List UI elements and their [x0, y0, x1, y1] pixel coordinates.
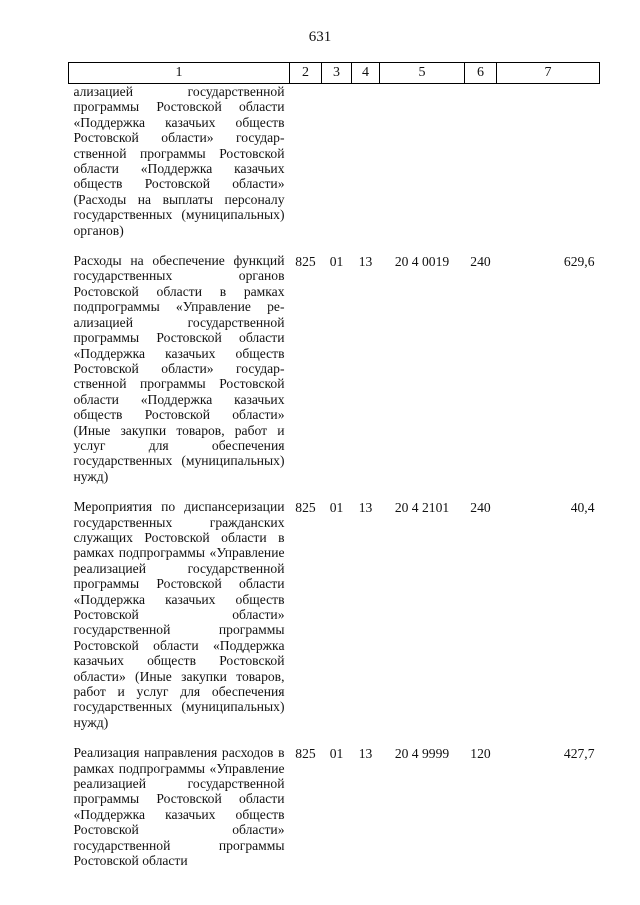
- row-description: Мероприятия по диспансеризации государственных гражданских служащих Ростовской области в рамках подпрограммы «Управление реализацией государственной программы Ростовской области «Поддержка казачьих обществ Ростовской области» государственной программы Ростовской области «Поддержка казачьих обществ Ростовской области» (Иные закупки товаров, работ и услуг для обеспечения государственных (муниципальных) нужд): [73, 499, 285, 730]
- row-section: 01: [329, 254, 344, 270]
- row-expense-type: [465, 84, 497, 239]
- row-subsection: 13: [358, 500, 373, 516]
- row-amount: [497, 84, 600, 239]
- row-grbs: 825: [295, 500, 316, 516]
- table-row: [69, 484, 600, 730]
- row-amount: 427,7: [563, 746, 595, 762]
- header-col-1: 1: [69, 63, 290, 84]
- row-grbs: [290, 84, 322, 239]
- table-row: [69, 238, 600, 484]
- table-row: [69, 730, 600, 868]
- row-section: [322, 84, 352, 239]
- row-amount: 629,6: [563, 254, 595, 270]
- row-amount: 40,4: [570, 500, 595, 516]
- row-target-article: 20 4 2101: [394, 500, 450, 516]
- row-section: 01: [329, 500, 344, 516]
- row-description: ализацией государственной программы Ростовской области «Поддержка казачьих обществ Ростовской области» государственной программы Ростовской области «Поддержка казачьих обществ Ростовской области» (Расходы на выплаты персоналу государственных (муниципальных) органов): [73, 84, 285, 238]
- table-header: [69, 63, 600, 84]
- header-col-3: 3: [322, 63, 352, 84]
- row-subsection: 13: [358, 254, 373, 270]
- row-target-article: 20 4 9999: [394, 746, 450, 762]
- table-body: [69, 84, 600, 869]
- header-col-7: 7: [497, 63, 600, 84]
- header-row: [69, 63, 600, 84]
- row-description: Расходы на обеспечение функций государственных органов Ростовской области в рамках подпрограммы «Управление реализацией государственной программы Ростовской области «Поддержка казачьих обществ Ростовской области» государственной программы Ростовской области «Поддержка казачьих обществ Ростовской области» (Иные закупки товаров, работ и услуг для обеспечения государственных (муниципальных) нужд): [73, 253, 285, 484]
- header-col-2: 2: [290, 63, 322, 84]
- row-target-article: [380, 84, 465, 239]
- row-description: Реализация направления расходов в рамках подпрограммы «Управление реализацией государственной программы Ростовской области «Поддержка казачьих обществ Ростовской области» государственной программы Ростовской области: [73, 745, 285, 869]
- row-subsection: [352, 84, 380, 239]
- row-grbs: 825: [295, 746, 316, 762]
- row-subsection: 13: [358, 746, 373, 762]
- header-col-4: 4: [352, 63, 380, 84]
- row-section: 01: [329, 746, 344, 762]
- row-target-article: 20 4 0019: [394, 254, 450, 270]
- table-row: [69, 84, 600, 239]
- row-expense-type: 240: [470, 254, 491, 270]
- row-expense-type: 240: [470, 500, 491, 516]
- row-grbs: 825: [295, 254, 316, 270]
- page-number: 631: [308, 29, 332, 45]
- header-col-5: 5: [380, 63, 465, 84]
- budget-table: [68, 62, 600, 869]
- row-expense-type: 120: [470, 746, 491, 762]
- header-col-6: 6: [465, 63, 497, 84]
